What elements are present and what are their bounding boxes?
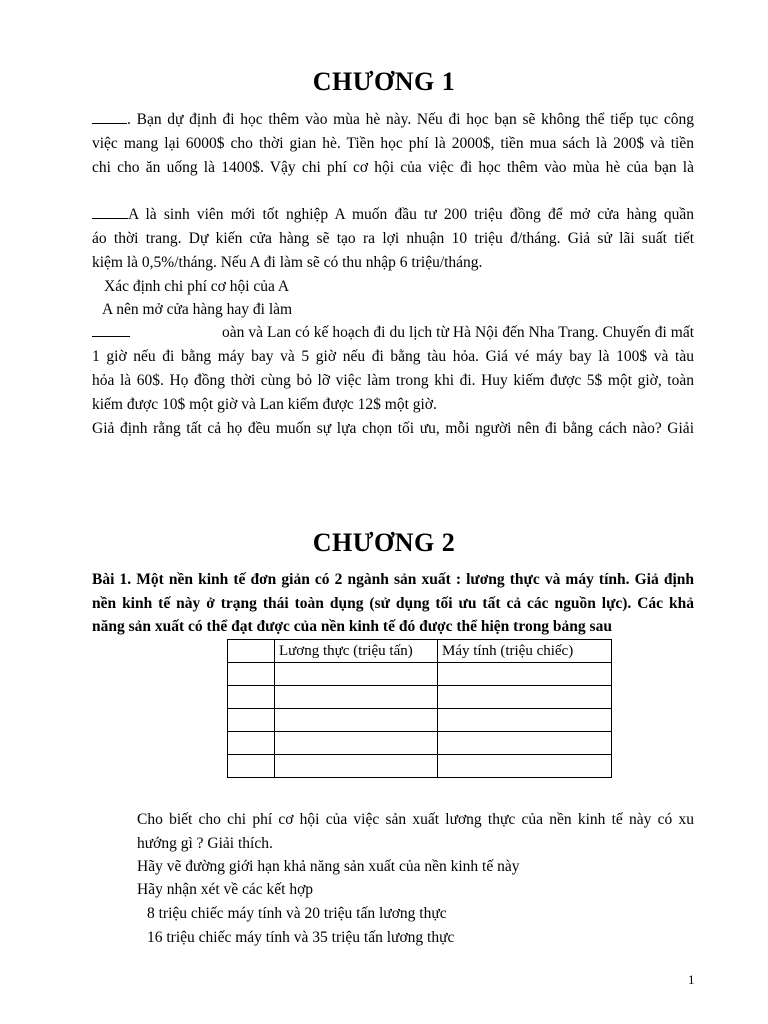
q3-line-4: kiếm được 10$ một giờ và Lan kiếm được 12$ một giờ.	[92, 396, 437, 413]
q2-line-1: A là sinh viên mới tốt nghiệp A muốn đầu tư 200 triệu đồng để mở cửa hàng quần	[92, 203, 694, 227]
table-header-cell: Máy tính (triệu chiếc)	[438, 640, 612, 663]
chapter-2-title: CHƯƠNG 2	[312, 528, 456, 557]
table-row	[228, 732, 612, 755]
q2-line-2: áo thời trang. Dự kiến cửa hàng sẽ tạo ra lợi nhuận 10 triệu đ/tháng. Giả sử lãi suất tiết	[92, 230, 694, 247]
answer-blank	[92, 108, 127, 124]
table-row	[228, 755, 612, 778]
table-header-cell: Lương thực (triệu tấn)	[275, 640, 438, 663]
answer-blank	[92, 203, 128, 219]
table-row	[228, 663, 612, 686]
q3-line-2: 1 giờ nếu đi bằng máy bay và 5 giờ nếu đi bằng tàu hỏa. Giá vé máy bay là 100$ và tàu	[92, 348, 694, 365]
production-table	[227, 639, 612, 778]
q3-line-1: oàn và Lan có kế hoạch đi du lịch từ Hà Nội đến Nha Trang. Chuyến đi mất	[92, 321, 694, 345]
q1-line-3: chi cho ăn uống là 1400$. Vậy chi phí cơ hội của việc đi học thêm vào mùa hè của bạn là	[92, 159, 694, 176]
question-line-3: Hãy vẽ đường giới hạn khả năng sản xuất của nền kinh tế này	[137, 858, 520, 875]
question-line-2: hướng gì ? Giải thích.	[137, 835, 273, 852]
question-line-1: Cho biết cho chi phí cơ hội của việc sản xuất lương thực của nền kinh tế này có xu	[137, 811, 694, 828]
q1-line-1: . Bạn dự định đi học thêm vào mùa hè này. Nếu đi học bạn sẽ không thể tiếp tục công	[92, 108, 694, 132]
table-row	[228, 686, 612, 709]
q2-line-4: Xác định chi phí cơ hội của A	[104, 278, 290, 295]
answer-blank	[92, 321, 130, 337]
question-line-4: Hãy nhận xét về các kết hợp	[137, 881, 314, 898]
table-header-row	[228, 640, 612, 663]
chapter-1-title: CHƯƠNG 1	[312, 67, 456, 96]
table-header-cell	[228, 640, 275, 663]
bai1-line-3: năng sản xuất có thể đạt được của nền kinh tế đó được thể hiện trong bảng sau	[92, 618, 612, 635]
table-row	[228, 709, 612, 732]
page-number: 1	[688, 972, 695, 987]
bai1-line-1: Bài 1. Một nền kinh tế đơn giản có 2 ngành sản xuất : lương thực và máy tính. Giả định	[92, 571, 694, 588]
question-line-5: 8 triệu chiếc máy tính và 20 triệu tấn lương thực	[147, 905, 447, 922]
q1-line-2: việc mang lại 6000$ cho thời gian hè. Tiền học phí là 2000$, tiền mua sách là 200$ và tiền	[92, 135, 694, 152]
q2-line-3: kiệm là 0,5%/tháng. Nếu A đi làm sẽ có thu nhập 6 triệu/tháng.	[92, 254, 483, 271]
q3-line-5: Giả định rằng tất cả họ đều muốn sự lựa chọn tối ưu, mỗi người nên đi bằng cách nào? Giải	[92, 420, 694, 437]
bai1-line-2: nền kinh tế này ở trạng thái toàn dụng (sử dụng tối ưu tất cả các nguồn lực). Các khả	[92, 595, 694, 612]
q2-line-5: A nên mở cửa hàng hay đi làm	[102, 301, 293, 318]
q3-line-3: hỏa là 60$. Họ đồng thời cùng bỏ lỡ việc làm trong khi đi. Huy kiếm được 5$ một giờ, toàn	[92, 372, 694, 389]
question-line-6: 16 triệu chiếc máy tính và 35 triệu tấn lương thực	[147, 929, 455, 946]
